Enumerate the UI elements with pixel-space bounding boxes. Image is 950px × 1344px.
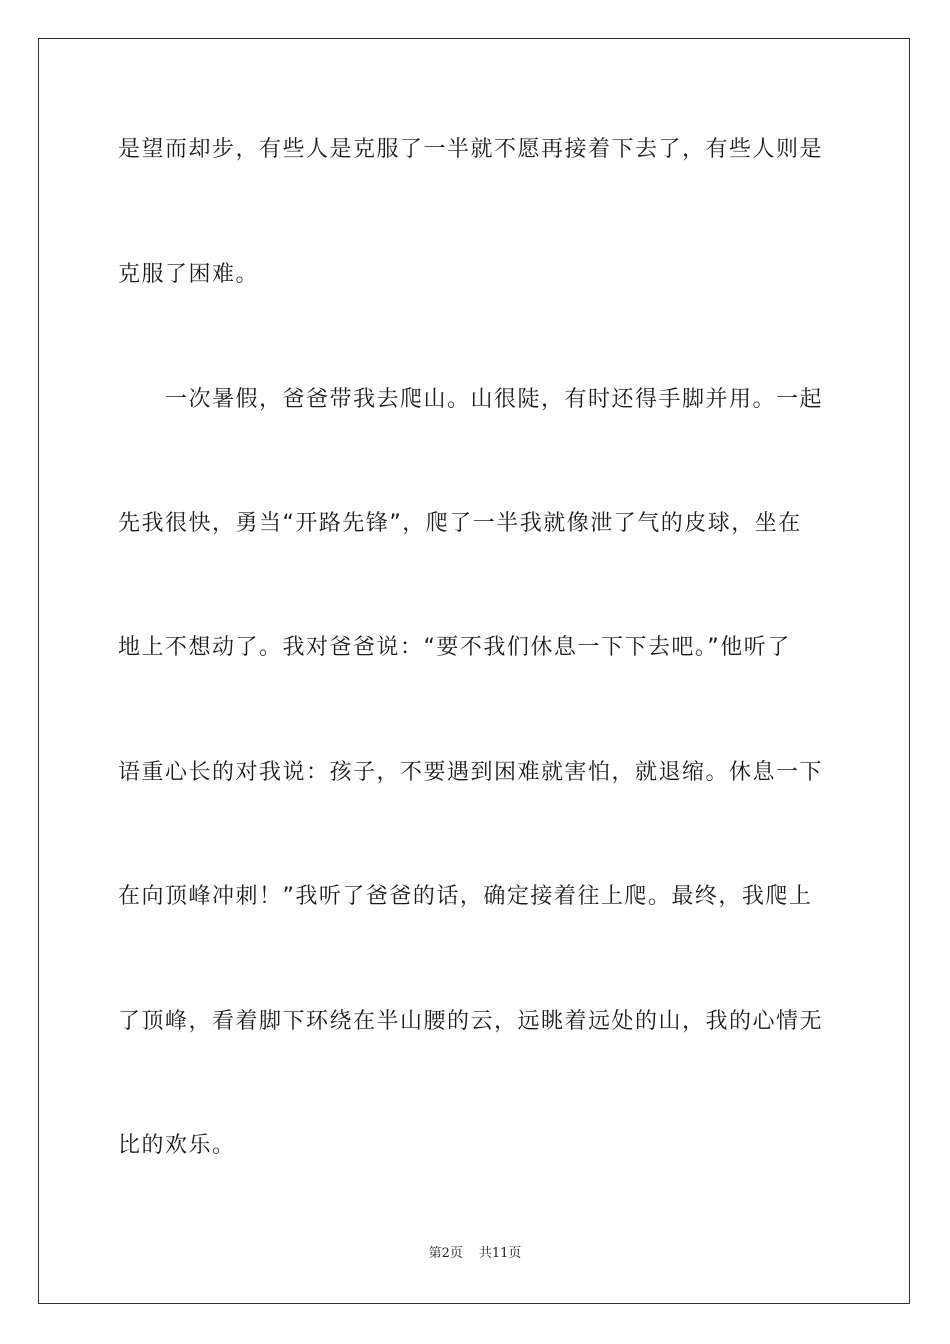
text-line: 一次暑假，爸爸带我去爬山。山很陡，有时还得手脚并用。一起: [118, 387, 824, 412]
text-line: 地上不想动了。我对爸爸说：“要不我们休息一下下去吧。”他听了: [118, 635, 791, 660]
text-line: 是望而却步，有些人是克服了一半就不愿再接着下去了，有些人则是: [118, 137, 824, 162]
text-line: 语重心长的对我说：孩子，不要遇到困难就害怕，就退缩。休息一下: [118, 760, 824, 785]
text-line: 在向顶峰冲刺！”我听了爸爸的话，确定接着往上爬。最终，我爬上: [118, 884, 813, 909]
text-line: 比的欢乐。: [118, 1133, 236, 1158]
page-total: 共11页: [478, 1246, 522, 1261]
text-line: 了顶峰，看着脚下环绕在半山腰的云，远眺着远处的山，我的心情无: [118, 1009, 824, 1034]
page-footer: [0, 1246, 950, 1262]
text-line: 克服了困难。: [118, 262, 260, 287]
page-number: 第2页: [428, 1246, 463, 1261]
page-border: [38, 38, 910, 1304]
text-line: 先我很快，勇当“开路先锋”，爬了一半我就像泄了气的皮球，坐在: [118, 511, 802, 536]
